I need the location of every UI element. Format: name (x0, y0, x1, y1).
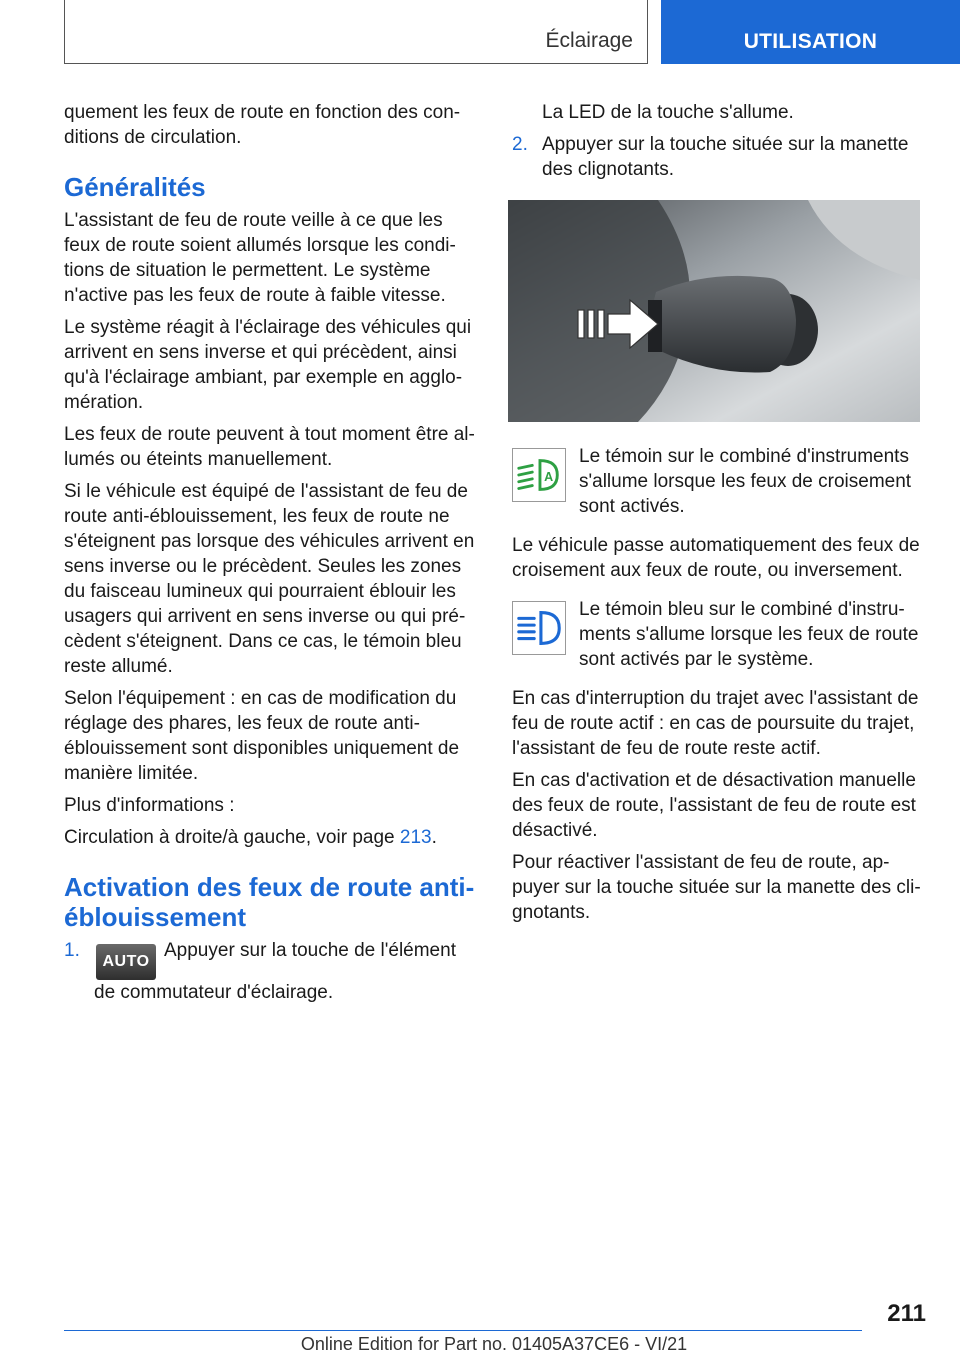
header-chapter-title: UTILISATION (743, 30, 878, 53)
step-text: La LED de la touche s'allume. (542, 102, 794, 123)
paragraph: Le système réagit à l'éclairage des véhicules qui arrivent en sens inverse et qui précèdent, ainsi qu'à l'éclairage ambiant, par exemple en agglomération. (64, 317, 472, 413)
step-1 (64, 938, 476, 1005)
turn-signal-lever-photo (508, 200, 920, 422)
step-text: Appuyer sur la touche de l'élément de commutateur d'éclairage. (94, 940, 456, 1003)
step-1-continuation (512, 100, 924, 125)
low-beam-indicator-note (512, 444, 924, 519)
indicator-text: Le témoin bleu sur le combiné d'instruments s'allume lorsque les feux de route sont activés par le système. (579, 599, 919, 670)
high-beam-indicator-icon (512, 601, 566, 655)
cross-reference: Circulation à droite/à gauche, voir page 213. (64, 827, 437, 848)
paragraph: En cas d'interruption du trajet avec l'assistant de feu de route actif : en cas de poursuite du trajet, l'assistant de feu de route reste actif. (512, 688, 919, 759)
paragraph: Pour réactiver l'assistant de feu de route, appuyer sur la touche située sur la manette des clignotants. (512, 852, 921, 923)
paragraph: L'assistant de feu de route veille à ce que les feux de route soient allumés lorsque les conditions de situation le permettent. Le système n'active pas les feux de route à faible vitesse. (64, 210, 456, 306)
page-link[interactable]: 213 (399, 827, 432, 848)
left-column (64, 100, 476, 1012)
step-2 (512, 132, 924, 182)
heading-activation: Activation des feux de route anti-éblouissement (64, 872, 475, 932)
header-chapter-tab (661, 0, 960, 64)
step-number: 2. (512, 134, 528, 155)
auto-button-icon: AUTO (96, 944, 156, 980)
intro-paragraph: quement les feux de route en fonction des conditions de circulation. (64, 102, 461, 148)
header-section-title: Éclairage (545, 29, 633, 52)
paragraph: Si le véhicule est équipé de l'assistant de feu de route anti-éblouissement, les feux de route ne s'éteignent pas lorsque des véhicules arrivent en sens inverse ou le précèdent. Seules les zones du faisceau lumineux qui pourraient éblouir les usagers qui arrivent en sens inverse ou qui précèdent s'éteignent. Dans ce cas, le témoin bleu reste allumé. (64, 481, 475, 677)
paragraph: Selon l'équipement : en cas de modification du réglage des phares, les feux de route anti-éblouissement sont disponibles uniquement de manière limitée. (64, 688, 460, 784)
page-number: 211 (887, 1300, 926, 1327)
edition-footer: Online Edition for Part no. 01405A37CE6 - VI/21 (300, 1334, 688, 1354)
paragraph: En cas d'activation et de désactivation manuelle des feux de route, l'assistant de feu de route est désactivé. (512, 770, 916, 841)
indicator-text: Le témoin sur le combiné d'instruments s'allume lorsque les feux de croisement sont activés. (579, 446, 912, 517)
paragraph: Le véhicule passe automatiquement des feux de croisement aux feux de route, ou inversement. (512, 535, 920, 581)
low-beam-auto-indicator-icon (512, 448, 566, 502)
step-text: Appuyer sur la touche située sur la manette des clignotants. (542, 134, 909, 180)
header-section-tab (64, 0, 648, 64)
footer-divider (64, 1330, 862, 1331)
paragraph: Les feux de route peuvent à tout moment être allumés ou éteints manuellement. (64, 424, 475, 470)
right-column (512, 100, 924, 932)
high-beam-indicator-note (512, 597, 924, 672)
heading-general: Généralités (64, 172, 206, 202)
paragraph: Plus d'informations : (64, 795, 235, 816)
step-number: 1. (64, 940, 80, 961)
svg-text:A: A (544, 469, 554, 484)
